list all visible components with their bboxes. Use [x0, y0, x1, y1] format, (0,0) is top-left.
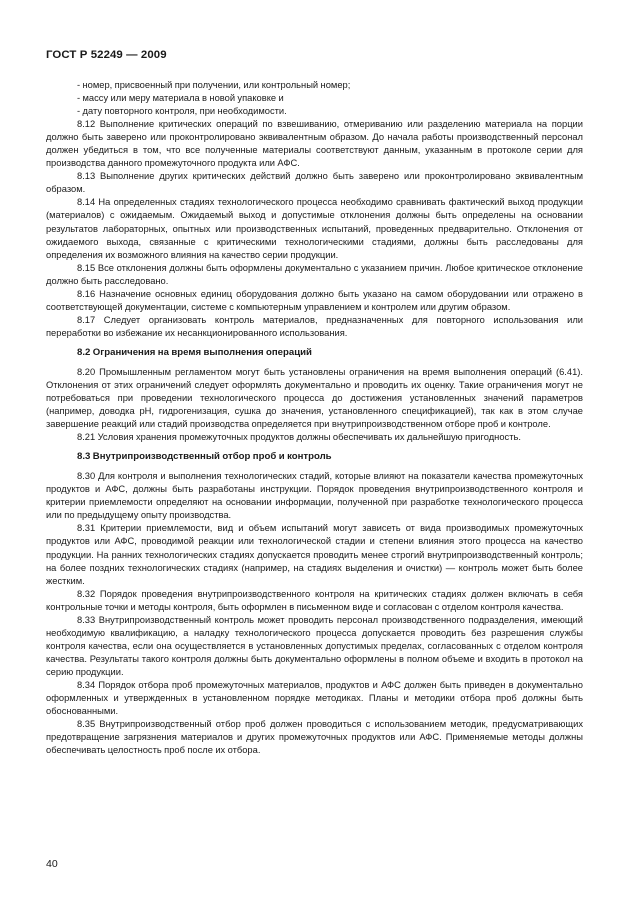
section-heading-8-2: 8.2 Ограничения на время выполнения операций — [77, 346, 312, 358]
paragraph-8-20: 8.20 Промышленным регламентом могут быть установлены ограничения на время выполнения операций (6.41). Отклонения от этих ограничений следует оформлять документально и проводить их оценку. Такие ограничения могут не потребоваться при проведении технологического процесса до достижения установленных значений параметров (например, доводка pH, гидрогенизация, сушка до значения, установленного спецификацией), так как в этом случае завершение реакций или стадий производства определяется при внутрипроизводственном отборе проб и контроле. — [46, 366, 583, 430]
list-item: - номер, присвоенный при получении, или контрольный номер; — [77, 80, 351, 90]
paragraph-8-35: 8.35 Внутрипроизводственный отбор проб должен проводиться с использованием методик, предусматривающих предотвращение загрязнения материалов и других промежуточных продуктов или АФС. Применяемые методы должны обеспечивать целостность проб после их отбора. — [46, 719, 583, 756]
paragraph-8-33: 8.33 Внутрипроизводственный контроль может проводить персонал производственного подразделения, имеющий необходимую квалификацию, а наладку технологического процесса допускается проводить без разрешения службы контроля качества, если она осуществляется в установленных допустимых пределах, согласованных с отделом контроля качества. Результаты такого контроля должны быть документально оформлены в полном объеме и входить в протокол на серию продукции. — [46, 614, 583, 677]
paragraph-8-30: 8.30 Для контроля и выполнения технологических стадий, которые влияют на показатели качества промежуточных продуктов и АФС, должны быть разработаны инструкции. Порядок проведения внутрипроизводственного контроля и критерии приемлемости определяют на основании информации, полученной при разработке технологического процесса или по предыдущему опыту производства. — [46, 471, 583, 521]
section-heading-8-3: 8.3 Внутрипроизводственный отбор проб и контроль — [77, 451, 332, 463]
paragraph-8-15: 8.15 Все отклонения должны быть оформлены документально с указанием причин. Любое критическое отклонение должно быть расследовано. — [46, 262, 583, 286]
list-item: - дату повторного контроля, при необходимости. — [77, 106, 287, 117]
paragraph-8-13: 8.13 Выполнение других критических действий должно быть заверено или проконтролировано эквивалентным образом. — [46, 171, 583, 195]
paragraph-8-34: 8.34 Порядок отбора проб промежуточных материалов, продуктов и АФС должен быть приведен в документально оформленных и утвержденных в установленном порядке методиках. Планы и методики отбора проб должны быть обоснованными. — [46, 679, 583, 717]
paragraph-8-31: 8.31 Критерии приемлемости, вид и объем испытаний могут зависеть от вида производимых промежуточных продуктов или АФС, проводимой реакции или технологической стадии и степени влияния этого процесса на качество продукции. На ранних технологических стадиях допускается проводить менее строгий внутрипроизводственный контроль; на более поздних технологических стадиях (например, на стадиях выделения и очистки) — контроль может быть более жестким. — [46, 523, 583, 586]
page-number: 40 — [46, 858, 58, 870]
paragraph-8-21: 8.21 Условия хранения промежуточных продуктов должны обеспечивать их дальнейшую пригодность. — [77, 432, 521, 443]
document-code-header: ГОСТ Р 52249 — 2009 — [46, 49, 167, 61]
paragraph-8-14: 8.14 На определенных стадиях технологического процесса необходимо сравнивать фактический выход продукции (материалов) с ожидаемым. Ожидаемый выход и допустимые отклонения должны быть определены на основании результатов лабораторных, опытных или производственных испытаний, проведенных предварительно. Отклонения от ожидаемого выхода, связанные с критическими технологическими стадиями, должны быть расследованы для определения их возможного влияния на качество серии продукции. — [46, 197, 583, 260]
paragraph-8-16: 8.16 Назначение основных единиц оборудования должно быть указано на самом оборудовании или отражено в соответствующей документации, системе с компьютерным управлением и контролем или другим образом. — [46, 288, 583, 312]
paragraph-8-32: 8.32 Порядок проведения внутрипроизводственного контроля на критических стадиях должен включать в себя контрольные точки и методы контроля, быть оформлен в письменном виде и согласован с отделом контроля качества. — [46, 588, 583, 612]
document-body — [46, 79, 583, 757]
list-item: - массу или меру материала в новой упаковке и — [77, 93, 284, 104]
paragraph-8-12: 8.12 Выполнение критических операций по взвешиванию, отмериванию или разделению материала на порции должно быть заверено или проконтролировано эквивалентным образом. До начала работы производственный персонал должен убедиться в том, что все полученные материалы соответствуют данным, указанным в протоколе серии для производства данного промежуточного продукта или АФС. — [46, 119, 583, 169]
paragraph-8-17: 8.17 Следует организовать контроль материалов, предназначенных для повторного использования или переработки во избежание их несанкционированного использования. — [46, 314, 583, 338]
